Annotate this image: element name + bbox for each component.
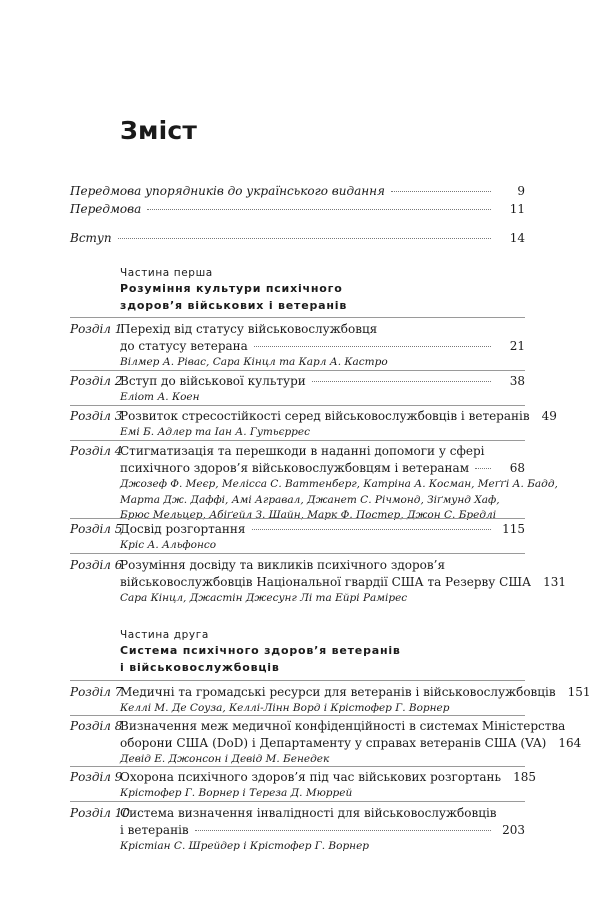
page-number: 49 — [541, 409, 557, 423]
page-number: 115 — [502, 522, 525, 536]
chapter-title-line: Розвиток стресостійкості серед військовослужбовців і ветеранів — [120, 409, 530, 423]
chapter-authors: Емі Б. Адлер та Іан А. Гутьєррес — [120, 426, 310, 438]
chapter-authors: Крістіан С. Шрейдер і Крістофер Г. Ворнер — [120, 840, 370, 852]
chapter-title-line: оборони США (DoD) і Департаменту у справах ветеранів США (VA) — [120, 736, 547, 750]
dot-leader — [147, 209, 491, 210]
page-number: 11 — [509, 202, 525, 216]
toc-entry-foreword[interactable] — [70, 201, 525, 218]
chapter-title-line: Визначення меж медичної конфіденційності в системах Міністерства — [120, 719, 566, 733]
chapter-authors: Крістофер Г. Ворнер і Тереза Д. Мюррей — [120, 787, 353, 799]
dot-leader — [254, 346, 491, 347]
chapter-authors: Келлі М. Де Соуза, Келлі-Лінн Ворд і Крістофер Г. Ворнер — [120, 702, 450, 714]
page-number: 9 — [517, 184, 525, 198]
chapter-authors: Кріс А. Альфонсо — [120, 539, 217, 551]
chapter-authors: Марта Дж. Даффі, Амі Агравал, Джанет С. Річмонд, Зіґмунд Хаф, — [120, 493, 500, 506]
chapter-title-line: Система визначення інвалідності для військовослужбовців — [120, 806, 497, 820]
toc-entry-introduction[interactable] — [70, 230, 525, 247]
part-heading — [120, 628, 401, 676]
chapter-label: Розділ 2 — [70, 374, 123, 388]
divider — [70, 317, 525, 318]
page-number: 164 — [558, 736, 582, 750]
part-label: Частина перша — [120, 267, 213, 279]
page-number: 38 — [509, 374, 525, 388]
chapter-title-line: до статусу ветерана — [120, 339, 248, 353]
chapter-title-line: Медичні та громадські ресурси для ветеранів і військовослужбовців — [120, 685, 556, 699]
page-title: Зміст — [120, 116, 198, 145]
chapter-authors: Вілмер А. Рівас, Сара Кінцл та Карл А. Кастро — [120, 356, 388, 368]
divider — [70, 680, 525, 681]
chapter-label: Розділ 5 — [70, 522, 123, 536]
part-title: Система психічного здоров’я ветеранів і військовослужбовців — [120, 644, 401, 674]
chapter-title-line: Стигматизація та перешкоди в наданні допомоги у сфері — [120, 444, 485, 458]
chapter-title-line: Розуміння досвіду та викликів психічного здоров’я — [120, 558, 446, 572]
divider — [70, 766, 525, 767]
divider — [70, 801, 525, 802]
chapter-label: Розділ 1 — [70, 322, 123, 336]
page-number: 68 — [509, 461, 525, 475]
divider — [70, 440, 525, 441]
chapter-title-line: Досвід розгортання — [120, 522, 246, 536]
divider — [70, 405, 525, 406]
chapter-authors: Девід Е. Джонсон і Девід М. Бенедек — [120, 753, 330, 765]
page-number: 14 — [509, 231, 525, 245]
chapter-title-line: Охорона психічного здоров’я під час військових розгортань — [120, 770, 502, 784]
dot-leader — [252, 529, 491, 530]
divider — [70, 553, 525, 554]
page-number: 203 — [502, 823, 525, 837]
toc-entry-foreword-ukrainian[interactable] — [70, 183, 525, 200]
divider — [70, 370, 525, 371]
chapter-label: Розділ 4 — [70, 444, 123, 458]
dot-leader — [475, 468, 491, 469]
chapter-label: Розділ 10 — [70, 806, 131, 820]
chapter-title-line: психічного здоров’я військовослужбовцям і ветеранам — [120, 461, 470, 475]
part-title: Розуміння культури психічного здоров’я військових і ветеранів — [120, 282, 348, 312]
page-number: 131 — [543, 575, 567, 589]
chapter-label: Розділ 7 — [70, 685, 123, 699]
dot-leader — [118, 238, 491, 239]
chapter-title-line: військовослужбовців Національної гвардії США та Резерву США — [120, 575, 532, 589]
chapter-authors: Джозеф Ф. Меєр, Мелісса С. Ваттенберг, Катріна А. Косман, Меґґі А. Бадд, — [120, 478, 558, 490]
chapter-title-line: Вступ до військової культури — [120, 374, 306, 388]
entry-label: Передмова — [70, 202, 142, 216]
dot-leader — [391, 191, 491, 192]
chapter-authors: Сара Кінцл, Джастін Джесунг Лі та Ейрі Рамірес — [120, 592, 408, 604]
divider — [70, 715, 525, 716]
chapter-authors: Брюс Мельцер, Абіґейл З. Шайн, Марк Ф. Постер, Джон С. Бредлі — [120, 509, 497, 521]
part-heading — [120, 266, 347, 314]
entry-label: Передмова упорядників до українського видання — [70, 184, 385, 198]
chapter-authors: Еліот А. Коен — [120, 391, 200, 403]
dot-leader — [195, 830, 491, 831]
divider — [70, 518, 525, 519]
chapter-label: Розділ 9 — [70, 770, 123, 784]
part-label: Частина друга — [120, 629, 209, 641]
page-number: 151 — [567, 685, 591, 699]
chapter-title-line: і ветеранів — [120, 823, 189, 837]
chapter-label: Розділ 8 — [70, 719, 123, 733]
dot-leader — [312, 381, 491, 382]
page-number: 185 — [513, 770, 536, 784]
chapter-label: Розділ 6 — [70, 558, 123, 572]
chapter-title-line: Перехід від статусу військовослужбовця — [120, 322, 378, 336]
page-number: 21 — [509, 339, 525, 353]
chapter-label: Розділ 3 — [70, 409, 123, 423]
entry-label: Вступ — [70, 231, 112, 245]
